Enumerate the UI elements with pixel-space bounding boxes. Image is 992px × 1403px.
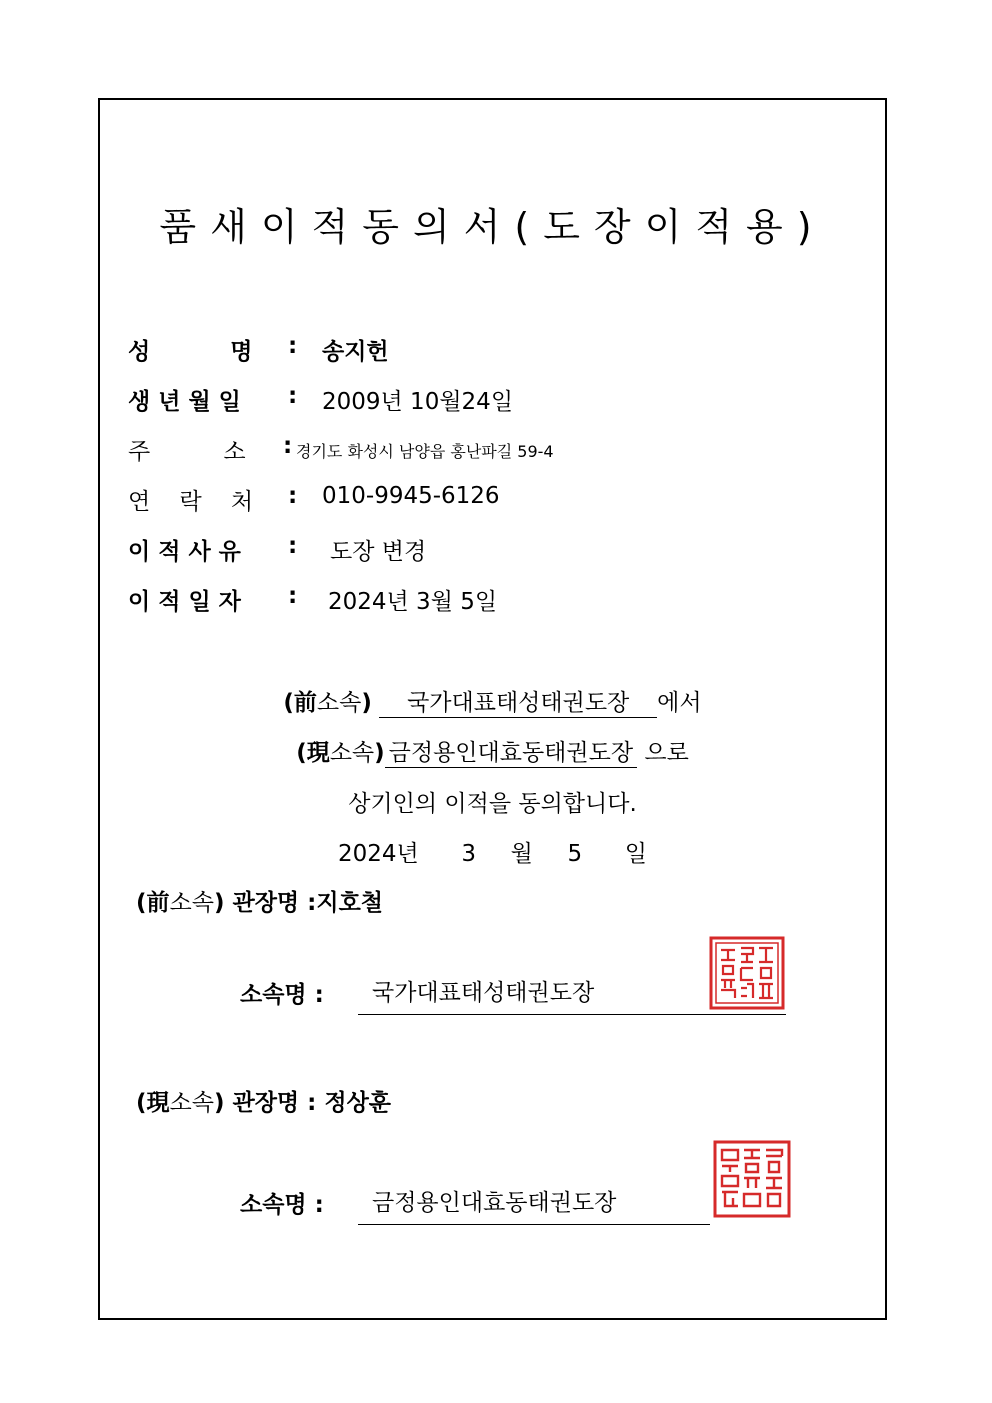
field-value: 2009년 10월24일	[322, 389, 514, 415]
date-day: 5	[567, 841, 583, 867]
director-name: :지호철	[307, 890, 384, 916]
field-label: 생 년 월 일	[128, 389, 241, 415]
current-dojang-name: 금정용인대효동태권도장	[385, 734, 637, 768]
previous-affiliation-line	[98, 684, 887, 718]
field-label: 주 소	[128, 439, 246, 465]
previous-dojang-seal	[709, 936, 785, 1010]
field-label: 성 명	[128, 339, 253, 365]
current-director-line: (現소속) 관장명 : 정상훈	[136, 1089, 392, 1116]
field-value: 도장 변경	[330, 539, 427, 565]
current-suffix: 으로	[644, 740, 689, 766]
date-day-unit: 일	[624, 841, 647, 867]
field-label: 연 락 처	[128, 489, 254, 515]
affiliation-label: 소속명 :	[240, 982, 324, 1008]
field-value: 경기도 화성시 남양읍 홍난파길 59-4	[296, 442, 554, 461]
current-affiliation-prefix: (現소속)	[296, 739, 385, 766]
date-month-unit: 월	[510, 841, 533, 867]
field-label: 이 적 일 자	[128, 589, 241, 615]
field-label: 이 적 사 유	[128, 539, 241, 565]
field-colon: :	[288, 483, 298, 509]
document-title: 품새이적동의서(도장이적용)	[159, 205, 826, 249]
current-affiliation-value: 금정용인대효동태권도장	[358, 1184, 710, 1225]
consent-date	[98, 835, 887, 868]
field-colon: :	[288, 383, 298, 409]
current-dojang-seal	[713, 1140, 791, 1218]
current-affiliation-line	[98, 734, 887, 768]
previous-director-line: (前소속) 관장명 :지호철	[136, 889, 384, 916]
affiliation-label: 소속명 :	[240, 1192, 324, 1218]
previous-suffix: 에서	[657, 690, 702, 716]
field-value: 010-9945-6126	[322, 483, 500, 509]
field-colon: :	[288, 333, 298, 359]
field-colon: :	[283, 433, 293, 459]
director-name: : 정상훈	[307, 1090, 392, 1116]
previous-dojang-name: 국가대표태성태권도장	[379, 684, 657, 718]
field-value: 2024년 3월 5일	[328, 589, 498, 615]
director-role-label: 관장명	[232, 890, 300, 916]
previous-affiliation-prefix: (前소속)	[283, 689, 372, 716]
date-month: 3	[461, 841, 477, 867]
director-role-label: 관장명	[232, 1090, 300, 1116]
previous-affiliation-value: 국가대표태성태권도장	[358, 974, 786, 1015]
field-colon: :	[288, 533, 298, 559]
consent-text: 상기인의 이적을 동의합니다.	[348, 791, 637, 817]
field-colon: :	[288, 583, 298, 609]
date-year: 2024년	[338, 841, 419, 867]
field-value: 송지헌	[322, 339, 389, 365]
